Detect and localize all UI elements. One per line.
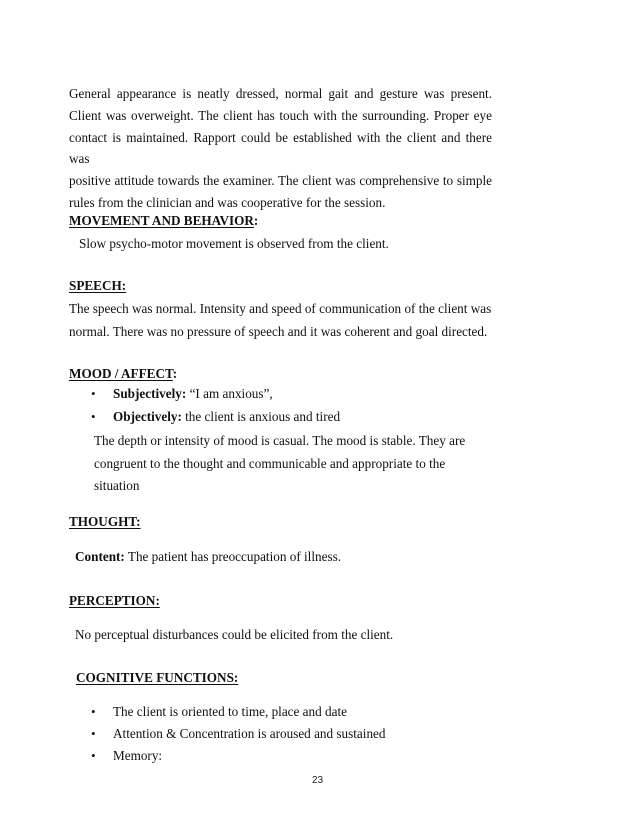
perception-text: No perceptual disturbances could be elicited from the client. (75, 627, 394, 642)
mood-line-1: The depth or intensity of mood is casual. The mood is stable. They are (94, 433, 466, 448)
thought-heading: THOUGHT: (69, 514, 141, 529)
speech-paragraph (69, 297, 491, 343)
mood-bullet-subjective (91, 386, 391, 406)
mood-bullet-objective (91, 409, 421, 429)
cognitive-bullet-text: The client is oriented to time, place and date (113, 704, 347, 719)
cognitive-bullet-2 (91, 726, 431, 746)
thought-content-text: The patient has preoccupation of illness. (124, 549, 342, 564)
mood-bullet-text (113, 409, 340, 425)
appearance-line-5: rules from the clinician and was cooperative for the session. (69, 194, 386, 210)
cognitive-bullet-1 (91, 704, 411, 724)
thought-content (75, 549, 341, 565)
movement-heading: MOVEMENT AND BEHAVIOR (69, 213, 254, 228)
cognitive-bullet-text: Attention & Concentration is aroused and sustained (113, 726, 386, 741)
cognitive-bullet-text: Memory: (113, 748, 163, 763)
speech-line-1: The speech was normal. Intensity and speed of communication of the client was (69, 301, 492, 316)
appearance-line-2: Client was overweight. The client has touch with the surrounding. Proper eye (69, 107, 492, 123)
bullet-dot-icon: • (91, 409, 96, 424)
cognitive-heading: COGNITIVE FUNCTIONS: (76, 670, 239, 685)
mood-bullet-value: the client is anxious and tired (181, 409, 341, 424)
mood-bullet-label: Objectively: (113, 409, 182, 424)
mood-bullet-text (113, 386, 273, 402)
appearance-line-1: General appearance is neatly dressed, normal gait and gesture was present. (69, 86, 492, 101)
movement-text: Slow psycho-motor movement is observed from the client. (79, 236, 389, 251)
mood-heading: MOOD / AFFECT (69, 366, 173, 381)
page-number: 23 (312, 775, 324, 786)
cognitive-bullet-3 (91, 748, 291, 768)
appearance-line-3: contact is maintained. Rapport could be established with the client and there was (69, 129, 492, 167)
movement-heading-colon: : (253, 213, 259, 228)
mood-line-2: congruent to the thought and communicable and appropriate to the (94, 455, 446, 471)
mood-line-3: situation (94, 478, 140, 493)
mood-heading-colon: : (172, 366, 178, 381)
bullet-dot-icon: • (91, 386, 96, 401)
appearance-line-4: positive attitude towards the examiner. The client was comprehensive to simple (69, 173, 492, 189)
bullet-dot-icon: • (91, 704, 96, 719)
mood-bullet-value: “I am anxious”, (186, 386, 273, 401)
bullet-dot-icon: • (91, 748, 96, 763)
bullet-dot-icon: • (91, 726, 96, 741)
speech-line-2: normal. There was no pressure of speech and it was coherent and goal directed. (69, 324, 488, 339)
mood-heading-row (69, 366, 177, 382)
perception-heading: PERCEPTION: (69, 593, 160, 608)
movement-heading-row (69, 213, 258, 229)
speech-heading: SPEECH: (69, 278, 127, 293)
thought-content-label: Content: (75, 549, 125, 564)
mood-bullet-label: Subjectively: (113, 386, 187, 401)
appearance-paragraph (69, 83, 492, 214)
mood-paragraph (94, 430, 465, 498)
